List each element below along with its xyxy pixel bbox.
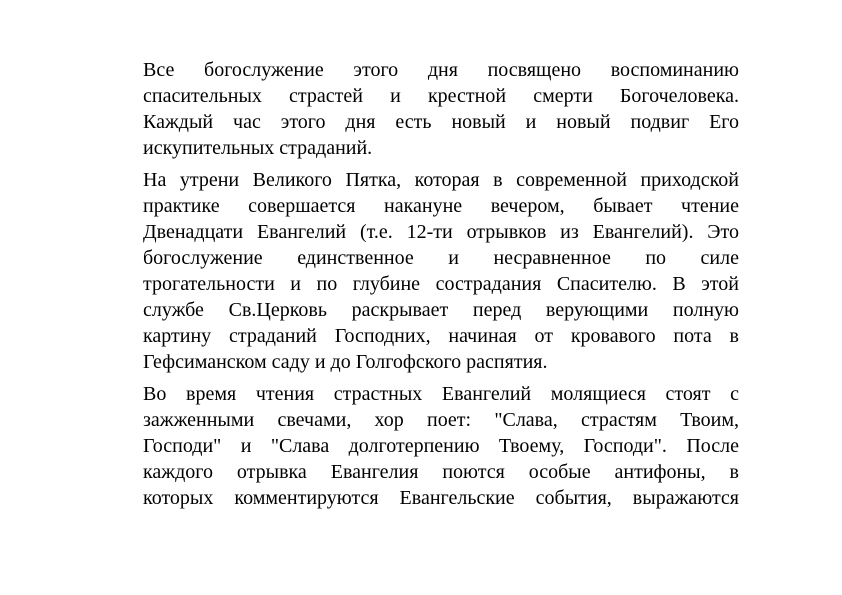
text-line: каждого отрывка Евангелия поются особые антифоны, в — [143, 461, 739, 483]
text-line: Гефсиманском саду и до Голгофского распятия. — [143, 351, 548, 373]
text-line: искупительных страданий. — [143, 137, 373, 159]
body-text — [143, 57, 739, 517]
text-line: богослужение единственное и несравненное по силе — [143, 247, 739, 269]
text-line: Двенадцати Евангелий (т.е. 12-ти отрывков из Евангелий). Это — [143, 221, 739, 243]
text-line: Каждый час этого дня есть новый и новый подвиг Его — [143, 111, 739, 133]
text-line: картину страданий Господних, начиная от кровавого пота в — [143, 325, 739, 347]
text-line: Во время чтения страстных Евангелий молящиеся стоят с — [143, 383, 739, 405]
text-line: трогательности и по глубине сострадания Спасителю. В этой — [143, 273, 739, 295]
text-line: службе Св.Церковь раскрывает перед верующими полную — [143, 299, 739, 321]
text-line: Господи" и "Слава долготерпению Твоему, Господи". После — [143, 435, 739, 457]
text-line: спасительных страстей и крестной смерти Богочеловека. — [143, 85, 739, 107]
text-line: практике совершается накануне вечером, бывает чтение — [143, 195, 739, 217]
text-line: На утрени Великого Пятка, которая в современной приходской — [143, 169, 739, 191]
paragraph-3 — [143, 381, 739, 511]
text-line: зажженными свечами, хор поет: "Слава, страстям Твоим, — [143, 409, 739, 431]
text-line: которых комментируются Евангельские события, выражаются — [143, 487, 739, 509]
paragraph-1 — [143, 57, 739, 161]
paragraph-2 — [143, 167, 739, 375]
text-line: Все богослужение этого дня посвящено воспоминанию — [143, 59, 739, 81]
